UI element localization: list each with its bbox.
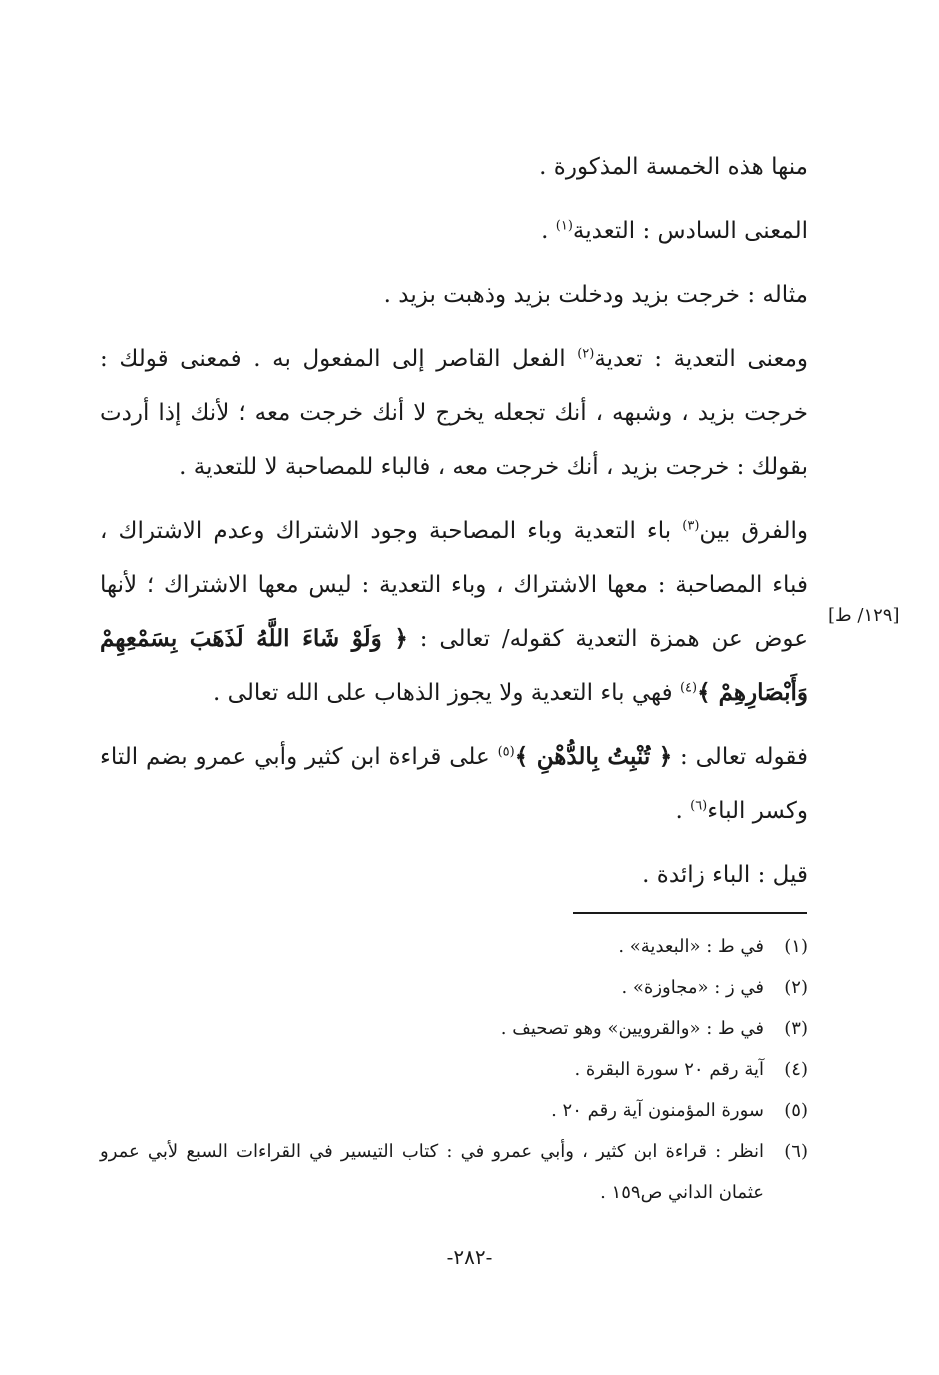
margin-folio-note: [١٢٩/ ط] [828, 605, 900, 626]
footnote-number: (٤) [784, 1059, 808, 1080]
paragraph [100, 268, 808, 322]
paragraph [100, 504, 808, 720]
footnote-ref: (٤) [679, 680, 698, 696]
quran-quote: ﴿ وَلَوْ شَاءَ اللَّهُ لَذَهَبَ بِسَمْعِهِمْ وَأَبْصَارِهِمْ ﴾ [100, 625, 808, 706]
footnote-ref: (١) [555, 218, 573, 234]
footnote-text: آية رقم ٢٠ سورة البقرة . [574, 1059, 764, 1080]
footnote-text: سورة المؤمنون آية رقم ٢٠ . [551, 1100, 764, 1121]
footnote-item [100, 967, 808, 1008]
footnote-item [100, 1090, 808, 1131]
footnote-ref: (٦) [690, 798, 708, 814]
text-run: المعنى السادس : التعدية [572, 218, 808, 244]
text-run: منها هذه الخمسة المذكورة . [539, 154, 808, 180]
text-run: على قراءة ابن كثير وأبي عمرو بضم التاء وكسر الباء [100, 744, 808, 824]
text-run: فقوله تعالى : [672, 744, 808, 770]
paragraph [100, 204, 808, 258]
footnote-separator [573, 912, 807, 914]
footnote-item [100, 1131, 808, 1213]
text-run: فهي باء التعدية ولا يجوز الذهاب على الله تعالى . [213, 680, 680, 706]
text-run: مثاله : خرجت بزيد ودخلت بزيد وذهبت بزيد . [383, 282, 808, 308]
paragraph [100, 730, 808, 838]
paragraph [100, 848, 808, 902]
paragraph [100, 140, 808, 194]
page-number: -٢٨٢- [446, 1245, 493, 1269]
footnote-ref: (٥) [497, 744, 515, 760]
footnote-number: (٢) [784, 977, 808, 998]
text-run: . [675, 798, 691, 824]
footnote-text: في ط : «البعدية» . [618, 936, 764, 957]
text-run: باء التعدية وباء المصاحبة وجود الاشتراك وعدم الاشتراك ، فباء المصاحبة : معها الاشتراك ، وباء التعدية : ليس معها الاشتراك ؛ لأنها عوض عن همزة التعدية كقوله/ تعالى : [100, 518, 808, 652]
footnote-number: (٥) [784, 1100, 808, 1121]
text-run: ومعنى التعدية : تعدية [594, 346, 808, 372]
footnote-text: في ز : «مجاوزة» . [621, 977, 764, 998]
footnotes [100, 926, 808, 1213]
text-run: قيل : الباء زائدة . [642, 862, 808, 888]
footnote-text: انظر : قراءة ابن كثير ، وأبي عمرو في : كتاب التيسير في القراءات السبع لأبي عمرو عثمان الداني ص١٥٩ . [100, 1141, 764, 1203]
footnote-ref: (٣) [682, 518, 700, 534]
footnote-ref: (٢) [577, 346, 595, 362]
paragraph [100, 332, 808, 494]
footnote-text: في ط : «والقرويين» وهو تصحيف . [500, 1018, 764, 1039]
text-run: الفعل القاصر إلى المفعول به . فمعنى قولك : خرجت بزيد ، وشبهه ، أنك تجعله يخرج لا أنك خرجت معه ؛ لأنك إذا أردت بقولك : خرجت بزيد ، أنك خرجت معه ، فالباء للمصاحبة لا للتعدية . [100, 346, 808, 480]
quran-quote: ﴿ تُنْبِتُ بِالدُّهْنِ ﴾ [514, 743, 673, 770]
text-run: . [541, 218, 556, 244]
main-text [100, 140, 808, 912]
footnote-number: (٦) [784, 1141, 808, 1162]
footnote-item [100, 1008, 808, 1049]
footnote-item [100, 926, 808, 967]
footnote-number: (٣) [784, 1018, 808, 1039]
footnote-number: (١) [784, 936, 808, 957]
footnote-item [100, 1049, 808, 1090]
text-run: والفرق بين [699, 518, 809, 544]
